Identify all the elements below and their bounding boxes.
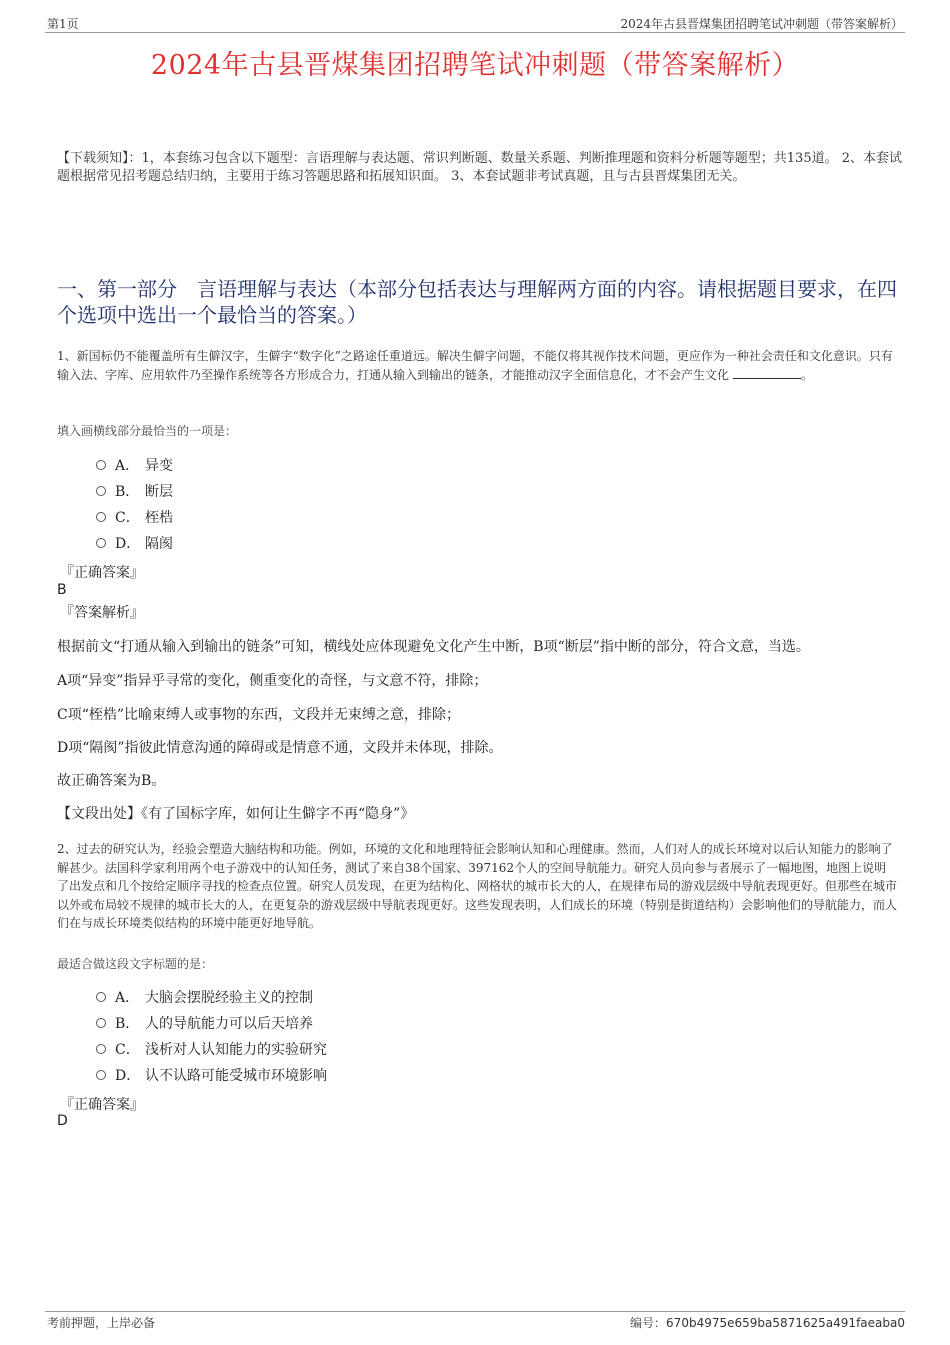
option-text: 人的导航能力可以后天培养 <box>145 1016 313 1032</box>
question-2-prompt: 最适合做这段文字标题的是： <box>57 957 214 971</box>
radio-icon[interactable] <box>96 1070 106 1080</box>
q1-option-c[interactable] <box>96 507 173 527</box>
question-1-body: 1、新国标仍不能覆盖所有生僻汉字，生僻字“数字化”之路途任重道远。解决生僻字问题，不能仅将其视作技术问题，更应作为一种社会责任和文化意识。只有输入法、字库、应用软件乃至操作系统等各方形成合力，打通从输入到输出的链条，才能推动汉字全面信息化，才不会产生文化 <box>57 349 893 382</box>
header-doc-title: 2024年古县晋煤集团招聘笔试冲刺题（带答案解析） <box>620 17 903 31</box>
q1-option-a[interactable] <box>96 455 173 475</box>
header-divider <box>45 32 905 33</box>
q1-analysis-line: D项“隔阂”指彼此情意沟通的障碍或是情意不通，文段并未体现，排除。 <box>57 740 503 756</box>
option-text: 异变 <box>145 458 173 474</box>
option-text: 隔阂 <box>145 536 173 552</box>
question-1-text <box>57 347 897 384</box>
radio-icon[interactable] <box>96 460 106 470</box>
q1-answer-label: 『正确答案』 <box>60 565 144 581</box>
option-text: 浅析对人认知能力的实验研究 <box>145 1042 327 1058</box>
option-letter: D． <box>115 1068 141 1084</box>
q1-option-b[interactable] <box>96 481 173 501</box>
q2-option-b[interactable] <box>96 1013 313 1033</box>
option-text: 桎梏 <box>145 510 173 526</box>
q1-answer: B <box>57 582 67 598</box>
radio-icon[interactable] <box>96 538 106 548</box>
section-heading: 一、第一部分 言语理解与表达（本部分包括表达与理解两方面的内容。请根据题目要求，在四个选项中选出一个最恰当的答案。） <box>57 277 897 327</box>
download-notice: 【下载须知】：1，本套练习包含以下题型：言语理解与表达题、常识判断题、数量关系题、判断推理题和资料分析题等题型；共135道。 2、本套试题根据常见招考题总结归纳，主要用于练习答题思路和拓展知识面。 3、本套试题非考试真题，且与古县晋煤集团无关。 <box>57 151 902 184</box>
question-2-text: 2、过去的研究认为，经验会塑造大脑结构和功能。例如，环境的文化和地理特征会影响认知和心理健康。然而，人们对人的成长环境对以后认知能力的影响了解甚少。法国科学家利用两个电子游戏中的认知任务，测试了来自38个国家、397162个人的空间导航能力。研究人员向参与者展示了一幅地图，地图上说明了出发点和几个按给定顺序寻找的检查点位置。研究人员发现，在更为结构化、网格状的城市长大的人，在规律布局的游戏层级中导航表现更好。但那些在城市以外或布局较不规律的城市长大的人，在更复杂的游戏层级中导航表现更好。这些发现表明，人们成长的环境（特别是街道结构）会影响他们的导航能力，而人们在与成长环境类似结构的环境中能更好地导航。 <box>57 842 898 930</box>
option-letter: C． <box>115 510 140 526</box>
radio-icon[interactable] <box>96 992 106 1002</box>
option-text: 认不认路可能受城市环境影响 <box>145 1068 327 1084</box>
footer-slogan: 考前押题，上岸必备 <box>47 1316 156 1330</box>
option-letter: B． <box>115 1016 140 1032</box>
question-1-end: 。 <box>800 367 813 382</box>
question-1-prompt: 填入画横线部分最恰当的一项是： <box>57 424 238 438</box>
option-letter: C． <box>115 1042 140 1058</box>
q2-option-c[interactable] <box>96 1039 327 1059</box>
q1-analysis-line: 根据前文“打通从输入到输出的链条”可知，横线处应体现避免文化产生中断，B项“断层”指中断的部分，符合文意，当选。 <box>57 639 810 655</box>
q1-analysis-label: 『答案解析』 <box>60 605 144 621</box>
radio-icon[interactable] <box>96 1018 106 1028</box>
footer-divider <box>45 1311 905 1312</box>
q2-option-a[interactable] <box>96 987 313 1007</box>
q1-source: 【文段出处】《有了国标字库，如何让生僻字不再“隐身”》 <box>57 806 415 822</box>
option-text: 大脑会摆脱经验主义的控制 <box>145 990 313 1006</box>
option-text: 断层 <box>145 484 173 500</box>
option-letter: B． <box>115 484 140 500</box>
q1-option-d[interactable] <box>96 533 173 553</box>
page-number: 第1页 <box>47 17 79 31</box>
q2-option-d[interactable] <box>96 1065 327 1085</box>
q2-answer-label: 『正确答案』 <box>60 1097 144 1113</box>
radio-icon[interactable] <box>96 512 106 522</box>
q1-analysis-line: 故正确答案为B。 <box>57 773 166 789</box>
q2-answer: D <box>57 1113 68 1129</box>
q1-analysis-line: C项“桎梏”比喻束缚人或事物的东西，文段并无束缚之意，排除； <box>57 707 461 723</box>
radio-icon[interactable] <box>96 486 106 496</box>
option-letter: A． <box>115 990 140 1006</box>
option-letter: D． <box>115 536 141 552</box>
q1-analysis-line: A项“异变”指异乎寻常的变化，侧重变化的奇怪，与文意不符，排除； <box>57 673 488 689</box>
footer-doc-id: 编号：670b4975e659ba5871625a491faeaba0 <box>630 1316 905 1330</box>
fill-blank <box>733 368 801 379</box>
document-title: 2024年古县晋煤集团招聘笔试冲刺题（带答案解析） <box>150 50 800 81</box>
option-letter: A． <box>115 458 140 474</box>
radio-icon[interactable] <box>96 1044 106 1054</box>
